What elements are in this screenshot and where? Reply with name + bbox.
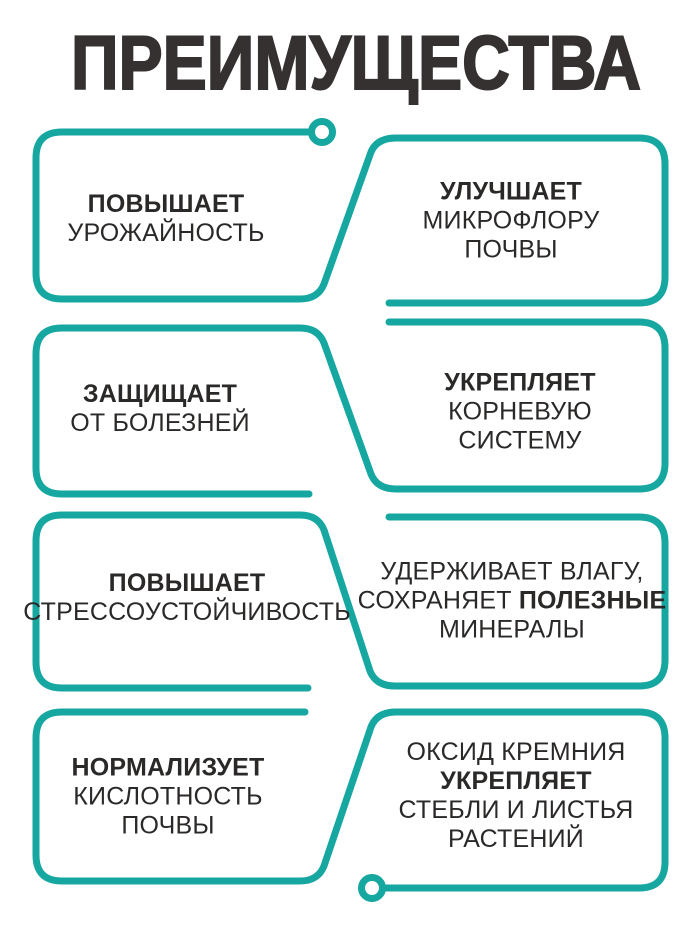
benefit-line <box>358 587 667 616</box>
benefit-stress-resistance-card <box>23 569 351 627</box>
benefit-text-segment: ЗАЩИЩАЕТ <box>82 380 238 408</box>
benefit-text-segment: НОРМАЛИЗУЕТ <box>71 753 265 782</box>
benefit-text-segment: УКРЕПЛЯЕТ <box>440 767 592 795</box>
connector-node-top-icon <box>312 122 333 143</box>
benefit-line <box>72 812 265 841</box>
benefit-text-segment: УДЕРЖИВАЕТ ВЛАГУ, <box>380 557 644 586</box>
benefit-line <box>72 783 265 812</box>
benefit-line <box>70 380 249 409</box>
benefit-text-segment: ПОЧВЫ <box>121 811 215 840</box>
benefit-text-segment: КИСЛОТНОСТЬ <box>73 782 263 811</box>
benefit-text-segment: ПОЛЕЗНЫЕ <box>518 586 667 615</box>
benefit-line <box>67 219 264 248</box>
benefit-text-segment: РАСТЕНИЙ <box>448 825 584 853</box>
page-title: ПРЕИМУЩЕСТВА <box>71 21 641 106</box>
benefit-line <box>358 558 667 587</box>
benefit-text-segment: ПОЧВЫ <box>464 235 558 264</box>
connector-node-bottom-icon <box>362 878 383 899</box>
benefit-text-segment: ПОВЫШАЕТ <box>87 190 245 218</box>
benefit-root-system-card <box>444 369 595 456</box>
benefit-line <box>70 409 249 438</box>
benefit-disease-protection-card <box>70 380 249 438</box>
benefit-text-segment: КОРНЕВУЮ <box>448 397 592 426</box>
benefit-soil-acidity-card <box>72 754 265 841</box>
benefit-line <box>398 796 633 825</box>
benefit-line <box>23 569 351 598</box>
benefit-line <box>444 369 595 398</box>
benefit-text-segment: СТЕБЛИ И ЛИСТЬЯ <box>398 796 634 824</box>
benefit-line <box>423 207 600 236</box>
benefit-text-segment: УЛУЧШАЕТ <box>440 177 582 206</box>
benefit-text-segment: СТРЕССОУСТОЙЧИВОСТЬ <box>23 598 351 626</box>
benefit-line <box>398 738 633 767</box>
benefit-line <box>444 398 595 427</box>
benefit-text-segment: СОХРАНЯЕТ <box>357 586 519 615</box>
benefit-moisture-minerals-card <box>358 558 667 645</box>
benefit-text-segment: МИНЕРАЛЫ <box>439 615 585 644</box>
benefit-line <box>444 427 595 456</box>
benefit-line <box>423 178 600 207</box>
benefit-line <box>398 767 633 796</box>
benefit-text-segment: ПОВЫШАЕТ <box>108 569 266 597</box>
benefit-line <box>23 598 351 627</box>
benefit-text-segment: СИСТЕМУ <box>458 426 582 455</box>
benefit-line <box>398 825 633 854</box>
benefit-stems-leaves-card <box>398 738 633 854</box>
benefit-line <box>423 236 600 265</box>
benefit-line <box>358 616 667 645</box>
benefit-text-segment: УКРЕПЛЯЕТ <box>444 368 596 397</box>
benefit-text-segment: ОКСИД КРЕМНИЯ <box>406 738 626 766</box>
benefit-text-segment: МИКРОФЛОРУ <box>422 206 600 235</box>
benefit-yield-card <box>67 190 264 248</box>
benefit-text-segment: УРОЖАЙНОСТЬ <box>67 219 265 247</box>
benefit-line <box>67 190 264 219</box>
benefit-microflora-card <box>423 178 600 265</box>
benefit-line <box>72 754 265 783</box>
benefit-text-segment: ОТ БОЛЕЗНЕЙ <box>70 409 250 437</box>
